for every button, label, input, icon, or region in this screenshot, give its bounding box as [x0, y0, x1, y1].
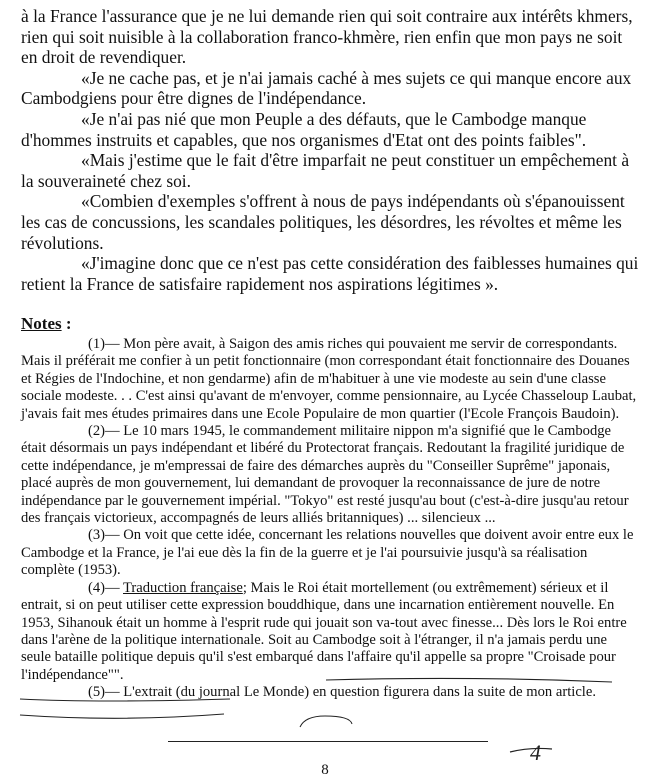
- note-1: (1)— Mon père avait, à Saigon des amis riches qui pouvaient me servir de correspondants. Mais il préférait me confier à un petit fonctionnaire (mon correspondant était fonctionnaire des Douanes et Régies de l'Indochine, et non gendarme) afin de m'habituer à une vie modeste au sein d'une classe sociale modeste. . . C'est ainsi qu'avant de m'envoyer, comme pensionnaire, au Lycée Chasseloup Laubat, j'avais fait mes études primaires dans une Ecole Populaire de mon quartier (l'Ecole François Baudoin).: [21, 336, 637, 422]
- quote-paragraph: «Je ne cache pas, et je n'ai jamais caché à mes sujets ce qui manque encore aux Cambodgiens pour être dignes de l'indépendance.: [21, 67, 632, 109]
- main-text: [21, 6, 641, 294]
- quote-paragraph: «J'imagine donc que ce n'est pas cette considération des faiblesses humaines qui retient la France de satisfaire rapidement nos aspirations légitimes ».: [21, 253, 639, 294]
- note-2: (2)— Le 10 mars 1945, le commandement militaire nippon m'a signifié que le Cambodge était désormais un pays indépendant et libéré du Protectorat français. Redoutant la fragilité juridique de cette indépendance, je m'empressai de faire des démarches auprès du "Conseiller Suprême" japonais, placé auprès de mon gouvernement, lui demandant de provoquer la reconnaissance de jure de notre indépendance par le gouvernement impérial. "Tokyo" est resté jusqu'au bout (c'est-à-dire jusqu'au retour des français victorieux, accompagnés de leurs alliés britanniques) ... silencieux ...: [21, 423, 629, 527]
- quote-paragraph: «Je n'ai pas nié que mon Peuple a des défauts, que le Cambodge manque d'hommes instruits et capables, que nos organismes d'Etat ont des points faibles".: [21, 108, 587, 150]
- note-5: (5)— L'extrait (du journal Le Monde) en question figurera dans la suite de mon article.: [88, 684, 596, 701]
- ink-mark: [510, 748, 552, 752]
- notes-heading: [21, 314, 72, 334]
- note-3: (3)— On voit que cette idée, concernant les relations nouvelles que doivent avoir entre eux le Cambodge et la France, je l'ai eue dès la fin de la guerre et je l'ai poursuivie jusqu'à sa réalisation complète (1953).: [21, 527, 634, 579]
- footnote-rule: [168, 741, 488, 742]
- notes-heading-colon: :: [61, 314, 72, 333]
- note-4: [21, 580, 639, 684]
- page-number: 8: [321, 762, 329, 778]
- quote-paragraph: «Mais j'estime que le fait d'être imparfait ne peut constituer un empêchement à la souveraineté chez soi.: [21, 150, 630, 191]
- note-4-translation-label: Traduction française: [123, 579, 243, 596]
- paragraph-continuation: à la France l'assurance que je ne lui demande rien qui soit contraire aux intérêts khmers, rien qui soit nuisible à la collaboration franco-khmère, rien enfin que mon pays ne soit en droit de revendiquer.: [21, 6, 633, 68]
- notes-list: [21, 336, 639, 702]
- ink-circle: [300, 716, 352, 727]
- note-4-text: ; Mais le Roi était mortellement (ou extrêmement) sérieux et il entrait, si on peut utiliser cette expression bouddhique, dans une incarnation entièrement nouvelle. En 1953, Sihanouk était un homme à l'esprit rude qui jouait son va-tout avec finesse... Dès lors le Roi entre dans l'arène de la politique internationale. Soit au Cambodge soit à l'étranger, il n'a jamais perdu une seule bataille politique depuis qu'il s'est embarqué dans l'affaire qu'il appelle sa propre "Croisade pour l'indépendance"".: [21, 579, 627, 683]
- handwritten-page-mark: 4: [530, 740, 541, 765]
- note-4-number: (4)—: [88, 579, 123, 596]
- quote-paragraph: «Combien d'exemples s'offrent à nous de pays indépendants où s'épanouissent les cas de concussions, les scandales politiques, les désordres, les révoltes et même les révolutions.: [21, 191, 625, 253]
- ink-underline: [20, 714, 224, 718]
- notes-heading-label: Notes: [21, 314, 62, 333]
